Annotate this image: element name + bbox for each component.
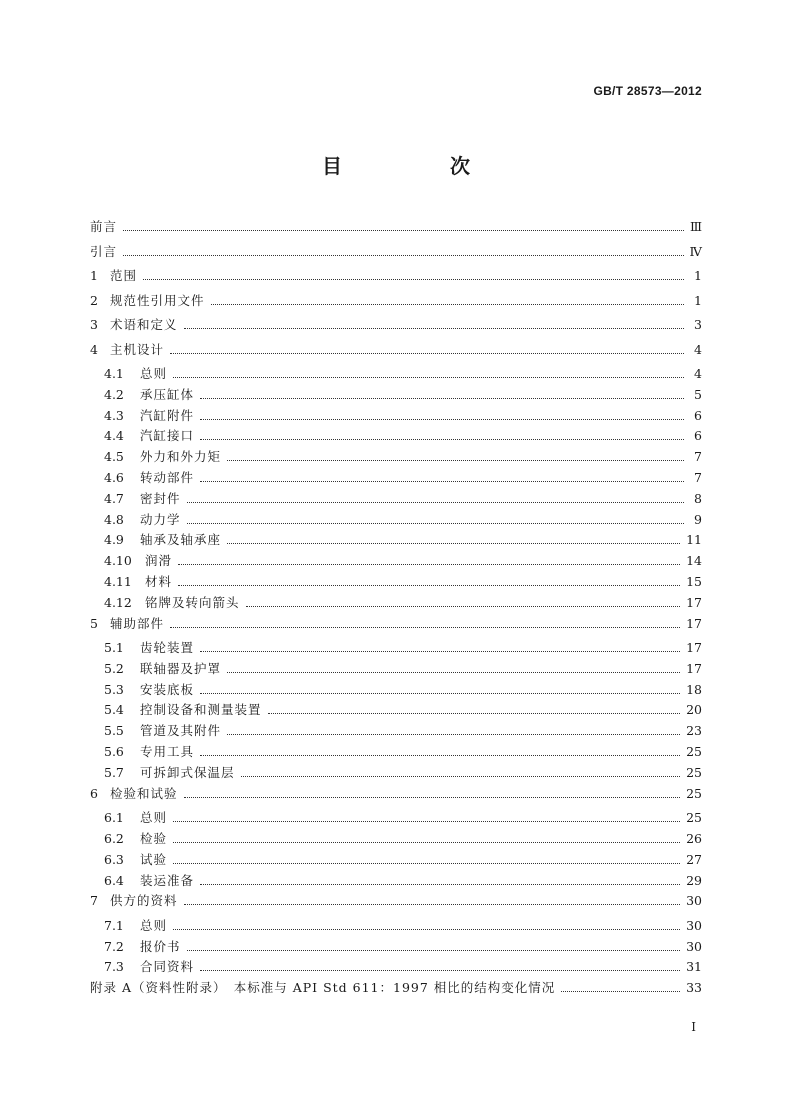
toc-entry[interactable] (90, 426, 702, 447)
toc-entry[interactable] (90, 808, 702, 829)
toc-leader-dots (173, 833, 680, 843)
toc-entry-label: 密封件 (140, 490, 181, 506)
toc-entry[interactable] (90, 763, 702, 784)
toc-entry-number: 5 (90, 615, 98, 631)
toc-entry[interactable] (90, 364, 702, 385)
toc-entry-page: 7 (694, 469, 702, 485)
toc-entry-page: 30 (686, 938, 702, 954)
toc-entry-label: 总则 (140, 917, 168, 933)
toc-entry[interactable] (90, 957, 702, 978)
toc-entry-label: 管道及其附件 (140, 723, 222, 739)
toc-leader-dots (241, 767, 681, 777)
toc-entry-page: 27 (686, 851, 702, 867)
toc-entry-page: 7 (694, 449, 702, 465)
toc-entry-number: 4.4 (104, 428, 124, 444)
toc-entry[interactable] (90, 510, 702, 531)
toc-entry-page: 5 (694, 386, 702, 402)
toc-entry[interactable] (90, 242, 702, 267)
toc-entry-page: 17 (686, 594, 702, 610)
toc-leader-dots (200, 431, 684, 441)
toc-leader-dots (178, 576, 680, 586)
toc-entry-number: 4.7 (104, 490, 124, 506)
toc-entry[interactable] (90, 659, 702, 680)
toc-entry-label: 专用工具 (140, 744, 195, 760)
toc-entry-label: 齿轮装置 (140, 640, 195, 656)
toc-entry[interactable] (90, 530, 702, 551)
toc-entry-page: 8 (694, 490, 702, 506)
toc-entry-label: 规范性引用文件 (110, 292, 205, 308)
toc-entry[interactable] (90, 489, 702, 510)
toc-entry-label: 前言 (90, 219, 118, 234)
toc-entry-page: 25 (686, 785, 702, 801)
toc-entry-page: 9 (694, 511, 702, 527)
toc-leader-dots (123, 246, 683, 256)
toc-entry-label: 汽缸接口 (140, 428, 195, 444)
toc-entry[interactable] (90, 385, 702, 406)
toc-entry[interactable] (90, 680, 702, 701)
toc-entry-page: Ⅳ (689, 243, 702, 259)
toc-leader-dots (200, 962, 680, 972)
toc-entry-page: 6 (694, 407, 702, 423)
toc-entry-label: 主机设计 (110, 341, 165, 357)
toc-entry[interactable] (90, 700, 702, 721)
toc-leader-dots (200, 684, 680, 694)
toc-leader-dots (184, 896, 681, 906)
toc-entry[interactable] (90, 916, 702, 937)
toc-entry-number: 5.6 (104, 744, 124, 760)
toc-entry-page: 23 (686, 723, 702, 739)
toc-entry-page: 11 (686, 532, 702, 548)
toc-entry-page: 30 (686, 893, 702, 909)
toc-leader-dots (561, 982, 680, 992)
toc-entry-number: 4.5 (104, 449, 124, 465)
toc-entry[interactable] (90, 572, 702, 593)
toc-entry-number: 5.5 (104, 723, 124, 739)
toc-entry-page: 26 (686, 830, 702, 846)
toc-entry-label: 检验和试验 (110, 785, 178, 801)
toc-entry-number: 7.1 (104, 917, 124, 933)
toc-leader-dots (184, 319, 684, 329)
toc-entry[interactable] (90, 291, 702, 316)
toc-entry-number: 4 (90, 341, 98, 357)
toc-entry-label: 装运准备 (140, 872, 195, 888)
toc-entry-number: 6.4 (104, 872, 124, 888)
toc-entry-number: 2 (90, 292, 98, 308)
toc-entry-number: 7.3 (104, 959, 124, 975)
toc-entry-label: 承压缸体 (140, 386, 195, 402)
toc-leader-dots (227, 663, 680, 673)
toc-leader-dots (178, 555, 680, 565)
toc-entry[interactable] (90, 850, 702, 871)
toc-entry[interactable] (90, 217, 702, 242)
toc-leader-dots (187, 514, 684, 524)
toc-entry-label: 辅助部件 (110, 615, 165, 631)
toc-entry-number: 6.1 (104, 810, 124, 826)
toc-entry[interactable] (90, 937, 702, 958)
toc-leader-dots (143, 270, 684, 280)
toc-entry-page: 1 (694, 292, 702, 308)
toc-entry-number: 5.7 (104, 764, 124, 780)
toc-entry-page: 17 (686, 660, 702, 676)
toc-entry[interactable] (90, 406, 702, 427)
toc-entry[interactable] (90, 784, 702, 809)
toc-entry[interactable] (90, 315, 702, 340)
toc-entry-number: 3 (90, 317, 98, 332)
toc-entry-page: 25 (686, 764, 702, 780)
toc-leader-dots (173, 368, 684, 378)
toc-leader-dots (170, 618, 680, 628)
toc-entry[interactable] (90, 340, 702, 365)
toc-leader-dots (200, 410, 684, 420)
toc-entry-number: 6 (90, 785, 98, 801)
toc-entry[interactable] (90, 468, 702, 489)
toc-entry-number: 5.2 (104, 660, 124, 676)
table-of-contents (90, 217, 702, 1003)
toc-entry[interactable] (90, 721, 702, 742)
toc-entry-number: 4.1 (104, 366, 124, 381)
toc-entry-label: 轴承及轴承座 (140, 532, 222, 548)
toc-entry-number: 4.6 (104, 469, 124, 485)
toc-entry-page: 30 (686, 917, 702, 933)
toc-leader-dots (123, 221, 684, 231)
toc-entry-number: 4.8 (104, 511, 124, 527)
toc-entry-number: 4.10 (104, 553, 132, 569)
toc-entry-label: 报价书 (140, 938, 181, 954)
toc-leader-dots (200, 642, 680, 652)
toc-entry-label: 可拆卸式保温层 (140, 764, 235, 780)
toc-entry-label: 引言 (90, 243, 118, 259)
toc-entry-number: 5.3 (104, 681, 124, 697)
toc-entry-number: 4.9 (104, 532, 124, 548)
toc-entry-number: 4.3 (104, 407, 124, 423)
toc-entry[interactable] (90, 551, 702, 572)
toc-entry[interactable] (90, 871, 702, 892)
toc-leader-dots (173, 812, 680, 822)
toc-entry-label: 附录 A（资料性附录） 本标准与 API Std 611：1997 相比的结构变化情况 (90, 980, 556, 996)
toc-leader-dots (200, 472, 684, 482)
toc-entry-number: 4.2 (104, 386, 124, 402)
toc-entry[interactable] (90, 266, 702, 291)
toc-entry[interactable] (90, 891, 702, 916)
toc-entry-page: 17 (686, 615, 702, 631)
toc-entry[interactable] (90, 742, 702, 763)
toc-leader-dots (268, 705, 681, 715)
toc-entry-label: 铭牌及转向箭头 (145, 594, 240, 610)
toc-leader-dots (200, 746, 680, 756)
toc-entry-number: 7 (90, 893, 98, 909)
toc-entry-label: 范围 (110, 268, 138, 283)
toc-entry-label: 外力和外力矩 (140, 449, 222, 465)
toc-entry-label: 转动部件 (140, 469, 195, 485)
toc-entry-page: 29 (686, 872, 702, 888)
toc-entry[interactable] (90, 447, 702, 468)
toc-entry-page: 4 (694, 341, 702, 357)
toc-entry-number: 4.12 (104, 594, 132, 610)
toc-entry-page: 25 (686, 744, 702, 760)
toc-title: 目 次 (322, 154, 514, 178)
toc-entry-label: 安装底板 (140, 681, 195, 697)
toc-entry-page: 4 (694, 366, 702, 381)
toc-entry-label: 总则 (140, 810, 168, 826)
toc-leader-dots (200, 875, 680, 885)
toc-leader-dots (246, 597, 681, 607)
standard-code: GB/T 28573—2012 (593, 84, 702, 98)
toc-entry-number: 1 (90, 268, 98, 283)
toc-entry-number: 6.3 (104, 851, 124, 867)
toc-entry-label: 术语和定义 (110, 317, 178, 332)
toc-entry-page: Ⅲ (689, 219, 702, 234)
toc-entry-label: 合同资料 (140, 959, 195, 975)
toc-leader-dots (227, 451, 684, 461)
toc-entry-page: 31 (686, 959, 702, 975)
toc-entry-label: 汽缸附件 (140, 407, 195, 423)
toc-entry-label: 材料 (145, 573, 173, 589)
toc-entry-page: 18 (686, 681, 702, 697)
toc-entry-label: 试验 (140, 851, 168, 867)
toc-leader-dots (227, 726, 680, 736)
toc-entry[interactable] (90, 829, 702, 850)
toc-entry[interactable] (90, 978, 702, 1003)
toc-entry-label: 联轴器及护罩 (140, 660, 222, 676)
toc-entry-page: 33 (686, 980, 702, 996)
toc-entry-label: 总则 (140, 366, 168, 381)
toc-entry-number: 6.2 (104, 830, 124, 846)
toc-entry-page: 1 (694, 268, 702, 283)
toc-entry-label: 检验 (140, 830, 168, 846)
toc-entry-page: 17 (686, 640, 702, 656)
toc-entry-label: 供方的资料 (110, 893, 178, 909)
toc-entry-label: 控制设备和测量装置 (140, 702, 262, 718)
toc-entry-label: 润滑 (145, 553, 173, 569)
toc-entry-page: 15 (686, 573, 702, 589)
toc-entry-number: 7.2 (104, 938, 124, 954)
toc-leader-dots (187, 941, 681, 951)
toc-entry-label: 动力学 (140, 511, 181, 527)
toc-entry-number: 5.1 (104, 640, 124, 656)
toc-entry[interactable] (90, 614, 702, 639)
toc-leader-dots (173, 920, 680, 930)
toc-entry[interactable] (90, 638, 702, 659)
toc-leader-dots (200, 389, 684, 399)
toc-entry[interactable] (90, 593, 702, 614)
toc-entry-page: 25 (686, 810, 702, 826)
toc-leader-dots (170, 344, 684, 354)
toc-entry-page: 20 (686, 702, 702, 718)
toc-entry-number: 5.4 (104, 702, 124, 718)
toc-entry-page: 14 (686, 553, 702, 569)
toc-entry-page: 6 (694, 428, 702, 444)
toc-leader-dots (173, 854, 680, 864)
toc-entry-number: 4.11 (104, 573, 132, 589)
toc-leader-dots (227, 535, 680, 545)
toc-entry-page: 3 (694, 317, 702, 332)
toc-leader-dots (187, 493, 684, 503)
toc-leader-dots (184, 788, 681, 798)
toc-leader-dots (211, 295, 684, 305)
page-number: Ⅰ (691, 1020, 696, 1034)
